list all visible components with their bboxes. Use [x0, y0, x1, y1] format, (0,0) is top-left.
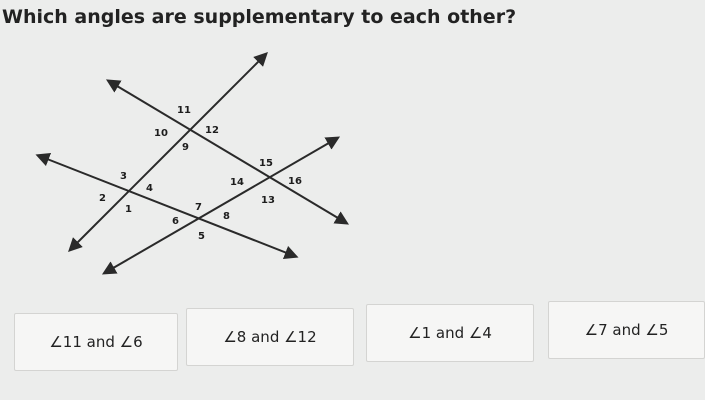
angle-label-8: 8	[223, 211, 230, 222]
answer-choice-1[interactable]: ∠11 and ∠6	[14, 313, 178, 371]
angle-label-14: 14	[230, 177, 244, 188]
angle-label-11: 11	[177, 105, 191, 116]
answer-choice-4[interactable]: ∠7 and ∠5	[548, 301, 705, 359]
angle-label-16: 16	[288, 176, 302, 187]
transversal-diagram	[30, 45, 350, 280]
angle-label-15: 15	[259, 158, 273, 169]
angle-label-1: 1	[125, 204, 132, 215]
angle-label-13: 13	[261, 195, 275, 206]
angle-label-4: 4	[146, 183, 153, 194]
angle-label-12: 12	[205, 125, 219, 136]
angle-label-7: 7	[195, 202, 202, 213]
angle-label-2: 2	[99, 193, 106, 204]
line-1	[112, 83, 343, 221]
transversal-1	[73, 57, 263, 247]
transversal-2	[108, 140, 334, 271]
answer-choice-3[interactable]: ∠1 and ∠4	[366, 304, 534, 362]
answer-choice-2[interactable]: ∠8 and ∠12	[186, 308, 354, 366]
angle-label-3: 3	[120, 171, 127, 182]
angle-label-5: 5	[198, 231, 205, 242]
question-text: Which angles are supplementary to each other?	[2, 6, 517, 28]
angles-figure	[30, 45, 350, 280]
angle-label-6: 6	[172, 216, 179, 227]
angle-label-10: 10	[154, 128, 168, 139]
angle-label-9: 9	[182, 142, 189, 153]
